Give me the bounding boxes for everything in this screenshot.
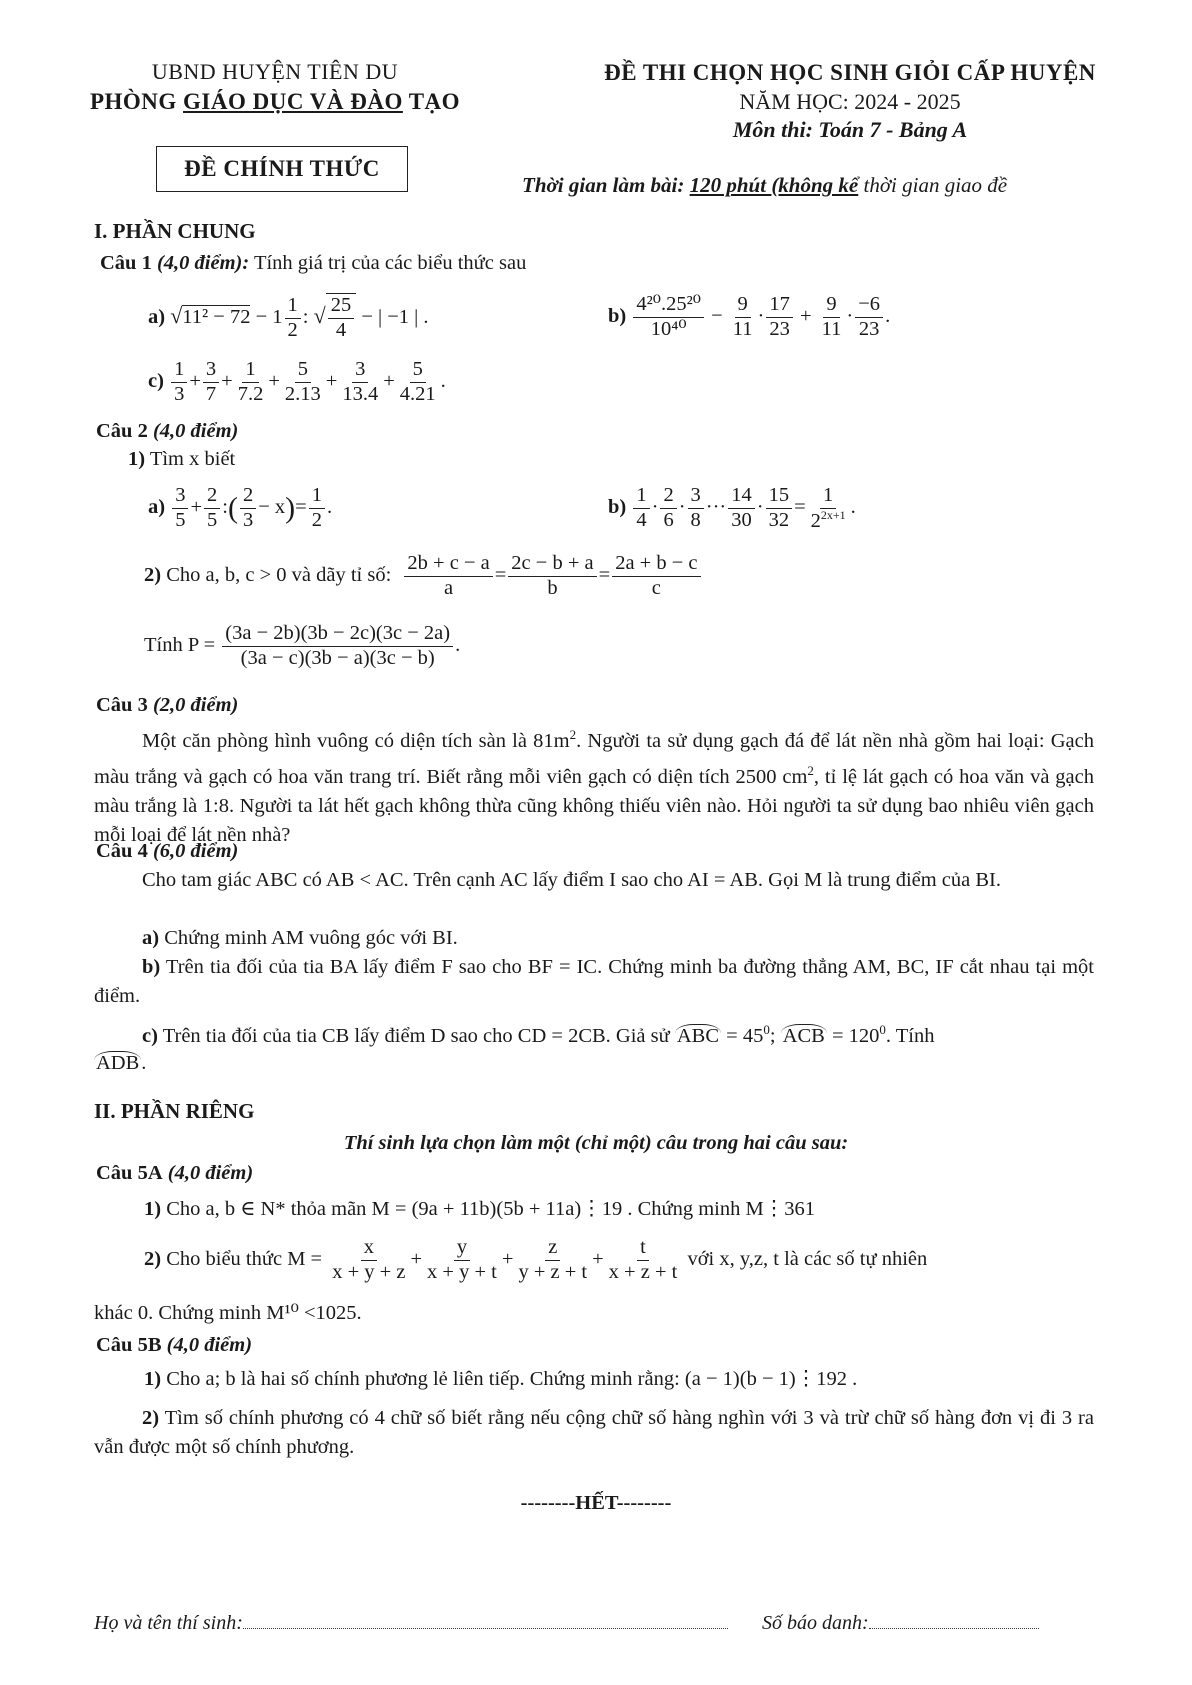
q5b2-text: Tìm số chính phương có 4 chữ số biết rằng nếu cộng chữ số hàng nghìn với 3 và trừ chữ số hàng đơn vị đi 3 ra vẫn được một số chính phương. <box>94 1407 1094 1458</box>
q4c-cont: ADB. <box>96 1052 147 1074</box>
part2-title: II. PHẦN RIÊNG <box>94 1099 255 1123</box>
q4-heading <box>96 838 238 865</box>
q5b-points: (4,0 điểm) <box>166 1334 253 1356</box>
q5a-2: 2) Cho biểu thức M = $\frac{x}{x + y + z}$ + $\frac{y}{x + y + t}$ + $\frac{z}{y + z + t}$ + $\frac{t}{x + z + t}$ với x, y,z, t là các số tự nhiên <box>144 1236 928 1283</box>
q1a-label: a) <box>148 305 166 328</box>
q4-points: (6,0 điểm) <box>152 840 239 862</box>
footer-id <box>762 1610 1039 1636</box>
q5b-2 <box>94 1404 1094 1462</box>
header-right <box>520 58 1180 145</box>
q3-text-b: . Người ta sử dụng gạch đá để lát nền nhà gồm hai loại: Gạch màu trắng và gạch có hoa văn trang trí. Biết rằng mỗi viên gạch có diện tích 2500 cm <box>94 729 1094 788</box>
q4b-text: Trên tia đối của tia BA lấy điểm F sao cho BF = IC. Chứng minh ba đường thẳng AM, BC, IF cắt nhau tại một điểm. <box>94 956 1094 1007</box>
part1-title: I. PHẦN CHUNG <box>94 219 256 243</box>
school-year: NĂM HỌC: 2024 - 2025 <box>739 88 961 114</box>
q1b: b) $\frac{\text{4²⁰.25²⁰}}{\text{10⁴⁰}}$ − $\frac{9}{11}$ · $\frac{17}{23}$ + $\frac{9}{11}$ · $\frac{-6}{23}$ . <box>608 293 891 340</box>
q4c-text2: = 45 <box>721 1024 764 1047</box>
q2-points: (4,0 điểm) <box>152 420 239 442</box>
q2-compute: Tính P = $\frac{(3a - 2b)(3b - 2c)(3c - 2a)}{(3a - c)(3b - a)(3c - b)}$ . <box>144 622 461 669</box>
header-left <box>70 58 480 116</box>
q3-label: Câu 3 <box>96 694 148 716</box>
q1c: c) $\frac{1}{3}$ + $\frac{3}{7}$ + $\frac{1}{7.2}$ + $\frac{5}{2.13}$ + $\frac{3}{13.4}$ + $\frac{5}{4.21}$ . <box>148 358 446 405</box>
q5a-1 <box>144 1196 815 1223</box>
subject: Môn thi: Toán 7 - Bảng A <box>732 117 968 143</box>
q1-points: (4,0 điểm): <box>156 252 250 274</box>
q2-compute-label: Tính <box>144 633 183 656</box>
q1-heading <box>100 250 526 277</box>
department-name-c: TẠO <box>402 88 461 114</box>
angle-abc: ABC <box>676 1024 720 1047</box>
q2-label: Câu 2 <box>96 420 148 442</box>
q5a1-label: 1) <box>144 1198 162 1220</box>
q5a2-label: 2) <box>144 1247 162 1270</box>
q1c-label: c) <box>148 369 164 392</box>
q5a2-text-a: Cho biểu thức M = <box>161 1247 323 1270</box>
exam-title: ĐỀ THI CHỌN HỌC SINH GIỎI CẤP HUYỆN <box>604 60 1096 85</box>
time-note: thời gian giao đề <box>858 173 1008 197</box>
q5a2-text-b: với x, y,z, t là các số tự nhiên <box>687 1247 928 1270</box>
q2a: a) $\frac{3}{5}$ + $\frac{2}{5}$ :( $\frac{2}{3}$ − x)= $\frac{1}{2}$ . <box>148 484 333 531</box>
q3-points: (2,0 điểm) <box>152 694 239 716</box>
q2p2-text: Cho a, b, c > 0 và dãy tỉ số: <box>166 563 392 586</box>
district-name: UBND HUYỆN TIÊN DU <box>151 59 399 84</box>
q5b2-label: 2) <box>142 1407 160 1429</box>
q2p2-label: 2) <box>144 563 162 586</box>
q3-text-a: Một căn phòng hình vuông có diện tích sàn là 81m <box>142 729 570 752</box>
q2b-label: b) <box>608 496 627 519</box>
q4c: c) Trên tia đối của tia CB lấy điểm D sao cho CD = 2CB. Giả sử ABC = $45^0$; ACB = $120^0$. Tính <box>142 1022 935 1047</box>
q4a-label: a) <box>142 927 160 949</box>
q4c-text3: ; <box>769 1024 781 1047</box>
q5a-heading <box>96 1160 253 1187</box>
q5b-heading <box>96 1332 252 1359</box>
q2a-label: a) <box>148 495 166 518</box>
q4c-text1: Trên tia đối của tia CB lấy điểm D sao cho CD = 2CB. Giả sử <box>157 1024 675 1047</box>
department-name-b: GIÁO DỤC VÀ ĐÀO <box>183 88 403 114</box>
time-value: 120 phút (không kể <box>689 173 859 197</box>
q5b-label: Câu 5B <box>96 1334 162 1356</box>
q3-text: Một căn phòng hình vuông có diện tích sàn là $81m^2$. Người ta sử dụng gạch đá để lát nền nhà gồm hai loại: Gạch màu trắng và gạch có hoa văn trang trí. Biết rằng mỗi viên gạch có diện tích 2500 $cm^2$, tỉ lệ lát gạch có hoa văn và gạch màu trắng là 1:8. Người ta lát hết gạch không thừa cũng không thiếu viên nào. Hỏi người ta sử dụng bao nhiêu viên gạch mỗi loại để lát nền nhà? <box>94 727 1095 846</box>
official-stamp-box: ĐỀ CHÍNH THỨC <box>156 146 408 192</box>
q1b-label: b) <box>608 304 627 327</box>
q4c-text5: . Tính <box>885 1024 935 1047</box>
id-label: Số báo danh: <box>762 1612 869 1634</box>
q2b: b) $\frac{1}{4}$ · $\frac{2}{6}$ · $\frac{3}{8}$ ··· $\frac{14}{30}$ · $\frac{15}{32}$ = $\frac{1}{2^{2x+1}}$ . <box>608 484 856 532</box>
angle-acb: ACB <box>782 1024 825 1047</box>
department-name <box>70 87 480 117</box>
q5b1-label: 1) <box>144 1368 162 1390</box>
q4b-label: b) <box>142 956 161 978</box>
q4b <box>94 953 1094 1011</box>
q5a-2-cont: khác 0. Chứng minh M¹⁰ <1025. <box>94 1302 362 1324</box>
q2-heading <box>96 418 238 445</box>
angle-adb: ADB <box>96 1052 140 1074</box>
q5a-label: Câu 5A <box>96 1162 163 1184</box>
q4a <box>94 924 1094 953</box>
q5b-1 <box>144 1366 857 1393</box>
q4a-text: Chứng minh AM vuông góc với BI. <box>159 927 458 949</box>
name-label: Họ và tên thí sinh: <box>94 1612 243 1634</box>
q1-text: Tính giá trị của các biểu thức sau <box>253 252 527 274</box>
q1a: a) √11² − 72 − 1 $\frac{1}{2}$ : √ $\frac{25}{4}$ − | −1 | . <box>148 294 429 341</box>
part2-instruction: Thí sinh lựa chọn làm một (chỉ một) câu trong hai câu sau: <box>343 1132 849 1154</box>
department-name-a: PHÒNG <box>89 88 184 114</box>
q4c-label: c) <box>142 1024 158 1047</box>
q2-part2: 2) Cho a, b, c > 0 và dãy tỉ số: $\frac{2b + c - a}{a}$ = $\frac{2c - b + a}{b}$ = $\frac{2a + b - c}{c}$ <box>144 552 703 600</box>
q4-intro: Cho tam giác ABC có AB < AC. Trên cạnh AC lấy điểm I sao cho AI = AB. Gọi M là trung điểm của BI. <box>142 869 1002 891</box>
end-mark: --------HẾT-------- <box>520 1492 672 1514</box>
q2-part1: 1) Tìm x biết <box>128 448 236 470</box>
q5a1-text: Cho a, b ∈ N* thỏa mãn M = (9a + 11b)(5b + 11a)⋮19 . Chứng minh M⋮361 <box>161 1198 815 1220</box>
q3-text-c: , tỉ lệ lát gạch có hoa văn và gạch màu trắng là 1:8. Người ta lát hết gạch không thừa cũng không thiếu viên nào. Hỏi người ta sử dụng bao nhiêu viên gạch mỗi loại để lát nền nhà? <box>94 765 1095 846</box>
q3-heading <box>96 692 238 719</box>
time-line <box>522 172 1192 200</box>
name-blank[interactable] <box>243 1628 728 1629</box>
q1-label: Câu 1 <box>100 252 152 274</box>
q4-label: Câu 4 <box>96 840 148 862</box>
q4c-text4: = 120 <box>826 1024 880 1047</box>
q5b1-text: Cho a; b là hai số chính phương lẻ liên tiếp. Chứng minh rằng: (a − 1)(b − 1)⋮192 . <box>161 1368 858 1390</box>
id-blank[interactable] <box>869 1628 1039 1629</box>
q5a-points: (4,0 điểm) <box>167 1162 254 1184</box>
footer-name <box>94 1610 728 1636</box>
time-label: Thời gian làm bài: <box>522 173 690 197</box>
